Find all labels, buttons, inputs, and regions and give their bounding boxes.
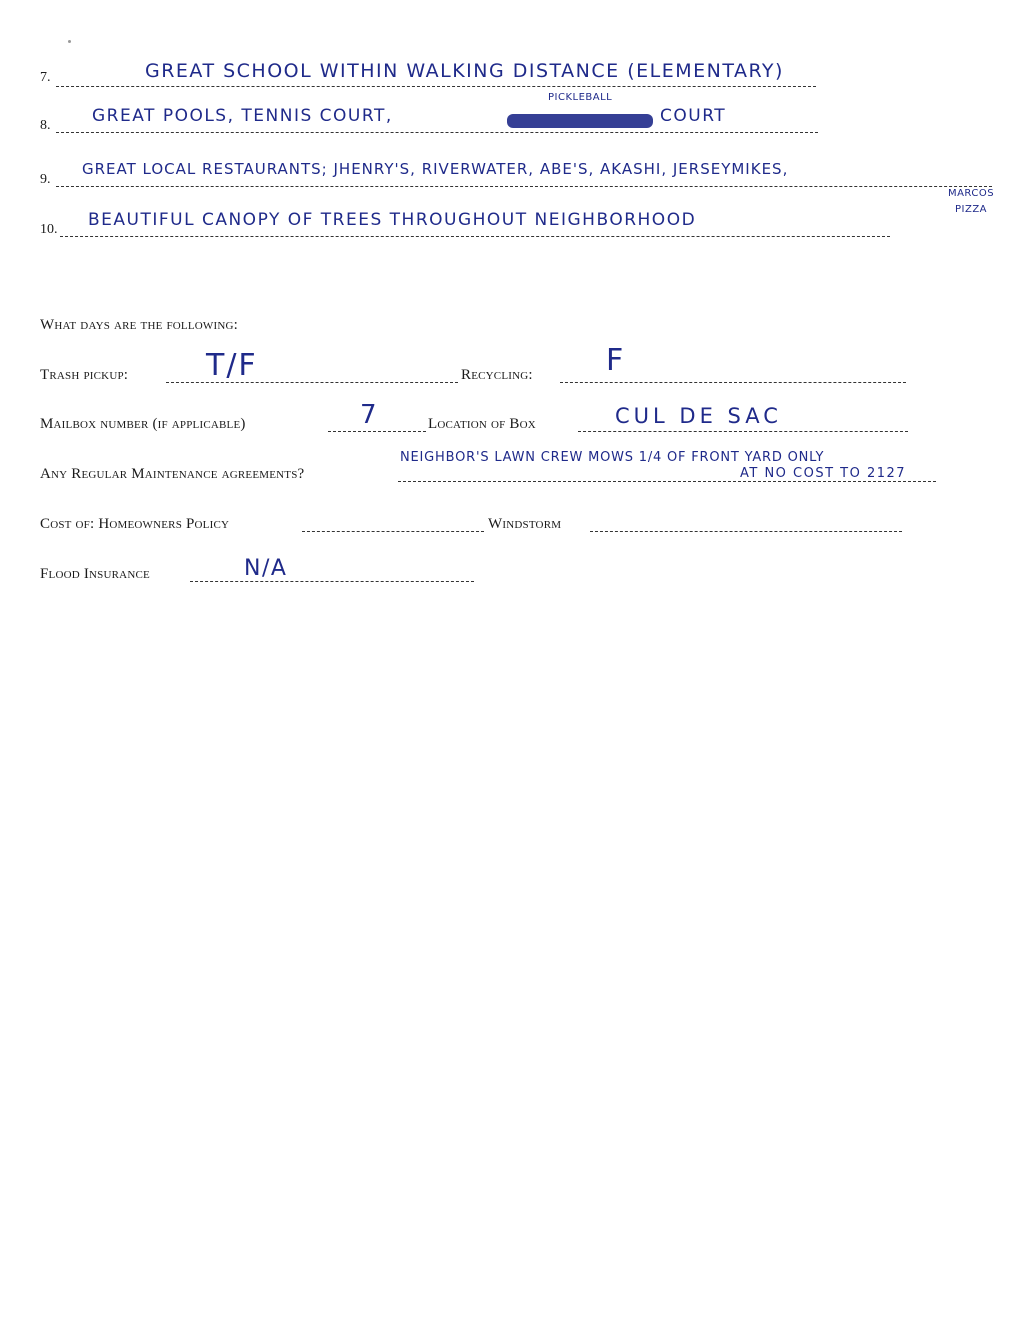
item-10-number: 10. bbox=[40, 222, 58, 237]
section-heading: What days are the following: bbox=[40, 317, 239, 333]
item-10-text: BEAUTIFUL CANOPY OF TREES THROUGHOUT NEIGHBORHOOD bbox=[88, 210, 697, 230]
maintenance-value-line2: AT NO COST TO 2127 bbox=[740, 466, 907, 481]
location-line[interactable] bbox=[578, 431, 908, 432]
maintenance-label: Any Regular Maintenance agreements? bbox=[40, 466, 305, 482]
item-7-line bbox=[56, 86, 816, 87]
windstorm-line[interactable] bbox=[590, 531, 902, 532]
recycling-line[interactable] bbox=[560, 382, 906, 383]
item-9-text: GREAT LOCAL RESTAURANTS; JHENRY'S, RIVERWATER, ABE'S, AKASHI, JERSEYMIKES, bbox=[82, 160, 789, 178]
item-8-text: GREAT POOLS, TENNIS COURT, bbox=[92, 106, 393, 126]
item-9-line bbox=[56, 186, 992, 187]
maintenance-line[interactable] bbox=[398, 481, 936, 482]
item-7-number: 7. bbox=[40, 70, 51, 85]
mailbox-line[interactable] bbox=[328, 431, 426, 432]
homeowners-label: Cost of: Homeowners Policy bbox=[40, 516, 230, 532]
item-8-insert-above: PICKLEBALL bbox=[548, 92, 613, 103]
item-8-line bbox=[56, 132, 818, 133]
location-value: CUL DE SAC bbox=[615, 404, 782, 428]
trash-pickup-label: Trash pickup: bbox=[40, 367, 129, 383]
maintenance-value-line1: NEIGHBOR'S LAWN CREW MOWS 1/4 OF FRONT YARD ONLY bbox=[400, 450, 825, 465]
recycling-label: Recycling: bbox=[461, 367, 533, 383]
mailbox-value: 7 bbox=[360, 400, 379, 430]
item-8-crossed-out-word bbox=[507, 114, 653, 128]
homeowners-line[interactable] bbox=[302, 531, 484, 532]
scan-speck bbox=[68, 40, 71, 43]
flood-line[interactable] bbox=[190, 581, 474, 582]
item-9-note: MARCOS PIZZA bbox=[947, 188, 995, 215]
recycling-value: F bbox=[606, 343, 626, 378]
mailbox-label: Mailbox number (if applicable) bbox=[40, 416, 246, 432]
item-9-number: 9. bbox=[40, 172, 51, 187]
item-8-number: 8. bbox=[40, 118, 51, 133]
windstorm-label: Windstorm bbox=[488, 516, 562, 532]
item-10-line bbox=[60, 236, 890, 237]
location-label: Location of Box bbox=[428, 416, 536, 432]
item-7-text: GREAT SCHOOL WITHIN WALKING DISTANCE (ELEMENTARY) bbox=[145, 60, 784, 82]
trash-pickup-value: T/F bbox=[206, 348, 258, 383]
flood-value: N/A bbox=[244, 556, 288, 581]
item-8-text-after: COURT bbox=[660, 106, 727, 126]
flood-label: Flood Insurance bbox=[40, 566, 150, 582]
